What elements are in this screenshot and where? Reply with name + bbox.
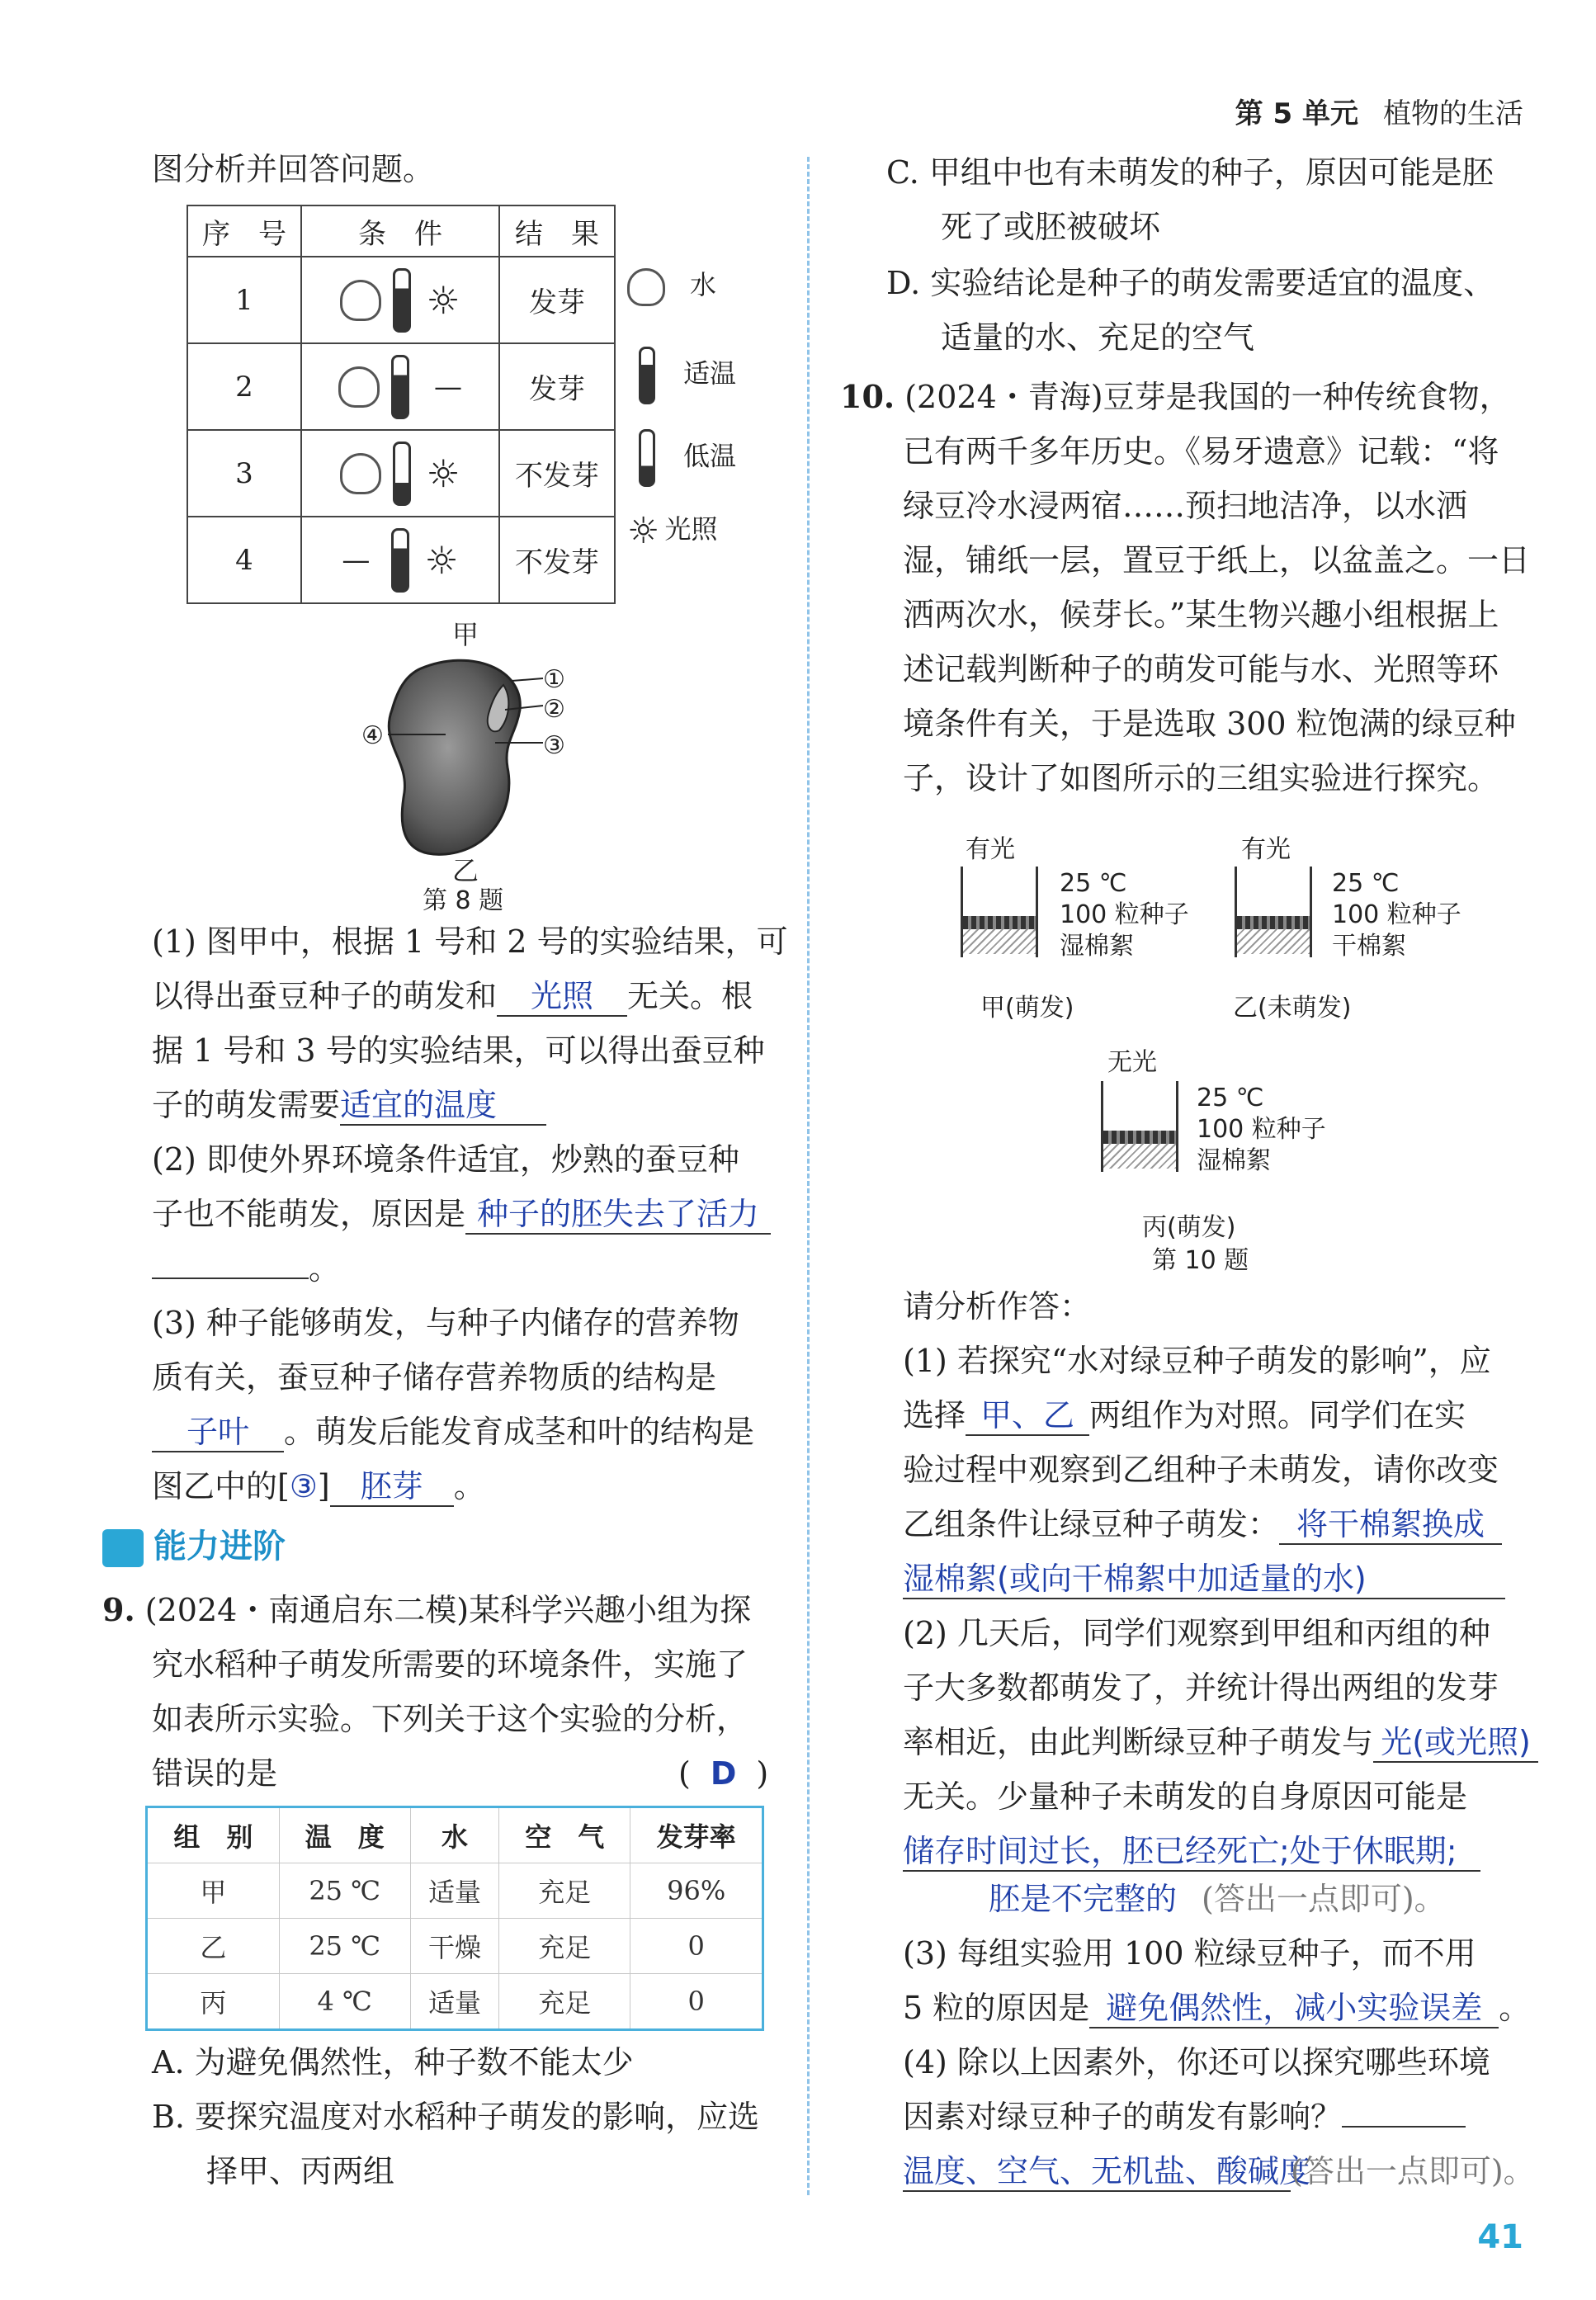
q10-line4: 洒两次水，候芽长。”某生物兴趣小组根据上 <box>903 597 1499 633</box>
q8-table <box>187 205 616 604</box>
q8-p2-c <box>152 1249 340 1287</box>
no-water-dash: — <box>342 543 371 577</box>
seeds-label: 100 粒种子 <box>1060 900 1189 929</box>
q10-p3-b <box>903 1989 1530 2028</box>
q10-p3-a: (3) 每组实验用 100 粒绿豆种子，而不用 <box>903 1935 1476 1972</box>
cell: 4 ℃ <box>279 1974 410 2030</box>
caption-yi: 乙 <box>452 855 479 886</box>
text: 选择 <box>903 1397 966 1433</box>
cotton-layer <box>1237 929 1310 954</box>
text: ( <box>678 1755 691 1792</box>
q10-p2-e <box>903 1832 1480 1872</box>
q9-option-c2: 死了或胚被破坏 <box>941 209 1161 245</box>
cell: 0 <box>630 1919 763 1974</box>
cotton-layer <box>1103 1144 1176 1169</box>
text: 5 粒的原因是 <box>903 1990 1090 2026</box>
blank-continuation <box>152 1278 309 1279</box>
text: 子的萌发需要 <box>152 1087 341 1123</box>
caption-jia: 甲 <box>452 619 479 650</box>
row-result: 不发芽 <box>499 517 615 603</box>
q10-p2-c <box>903 1723 1538 1763</box>
q8-p1-d <box>152 1086 546 1126</box>
setup-yi-labels <box>1332 868 1461 962</box>
text: 乙组条件让绿豆种子萌发： <box>903 1506 1280 1542</box>
column-divider <box>807 157 810 2195</box>
cell: 干燥 <box>410 1919 499 1974</box>
pencil-icon <box>102 1529 144 1567</box>
q9-line1 <box>102 1591 751 1629</box>
legend-label: 低温 <box>683 440 737 472</box>
cell: 充足 <box>499 1974 630 2030</box>
q10-ask: 请分析作答： <box>903 1288 1092 1325</box>
row-conditions <box>301 343 499 430</box>
q9-option-a: A. 为避免偶然性，种子数不能太少 <box>152 2044 634 2080</box>
setup-yi-beaker <box>1235 867 1312 957</box>
cell: 25 ℃ <box>279 1863 410 1919</box>
seed-label-4: ④ <box>361 721 384 750</box>
row-conditions <box>301 257 499 343</box>
q8-p2-b <box>152 1195 771 1235</box>
q9-th: 水 <box>410 1807 499 1863</box>
q10-answer-2b: 湿棉絮(或向干棉絮中加适量的水) <box>903 1560 1505 1599</box>
q10-line7: 子，设计了如图所示的三组实验进行探究。 <box>903 760 1499 796</box>
q10-line2: 绿豆冷水浸两宿……预扫地洁净，以水洒 <box>903 488 1468 524</box>
q8-answer-1: 光照 <box>497 977 627 1017</box>
seed-layer <box>1103 1131 1176 1144</box>
thermometer-cold-icon <box>639 429 655 487</box>
setup-jia-caption: 甲(萌发) <box>980 994 1074 1022</box>
q8-p1-c: 据 1 号和 3 号的实验结果，可以得出蚕豆种 <box>152 1032 765 1069</box>
q9-answer: D <box>710 1755 737 1792</box>
text: ] <box>317 1468 330 1504</box>
q9-line4: 错误的是 <box>152 1755 278 1792</box>
setup-bing-light: 无光 <box>1107 1048 1157 1077</box>
q9-th: 发芽率 <box>630 1807 763 1863</box>
seeds-label: 100 粒种子 <box>1332 900 1461 929</box>
setup-bing-labels <box>1197 1083 1326 1177</box>
page-number: 41 <box>1477 2218 1523 2256</box>
text: 。萌发后能发育成茎和叶的结构是 <box>284 1414 755 1450</box>
cell: 25 ℃ <box>279 1919 410 1974</box>
text: 因素对绿豆种子的萌发有影响？ <box>903 2099 1343 2135</box>
q10-p4-c <box>903 2152 1535 2192</box>
text: 率相近，由此判断绿豆种子萌发与 <box>903 1724 1374 1760</box>
q9-number: 9. <box>102 1591 135 1628</box>
q10-answer-6: 温度、空气、无机盐、酸碱度 <box>903 2152 1291 2192</box>
q10-p2-b: 子大多数都萌发了，并统计得出两组的发芽 <box>903 1670 1499 1706</box>
legend-cold <box>627 429 736 508</box>
temp-label: 25 ℃ <box>1197 1084 1264 1112</box>
q10-answer-4b: 胚是不完整的 <box>989 1881 1178 1917</box>
q9-option-c1: C. 甲组中也有未萌发的种子，原因可能是胚 <box>886 154 1494 191</box>
temp-label: 25 ℃ <box>1060 869 1127 898</box>
q10-figure-caption: 第 10 题 <box>1152 1246 1249 1275</box>
q8-p1-a: (1) 图甲中，根据 1 号和 2 号的实验结果，可 <box>152 923 788 960</box>
q10-hint-1: (答出一点即可)。 <box>1202 1881 1446 1917</box>
legend-label: 适温 <box>683 357 737 390</box>
cotton-layer <box>963 929 1036 954</box>
text: 。 <box>1499 1990 1531 2026</box>
seed-layer <box>963 916 1036 929</box>
q9-answer-bracket <box>678 1755 768 1792</box>
q10-p1-c: 验过程中观察到乙组种子未萌发，请你改变 <box>903 1452 1499 1488</box>
q10-number: 10. <box>840 378 895 415</box>
table-row <box>187 430 615 517</box>
thermometer-cold-icon <box>393 442 411 506</box>
legend-warm <box>627 347 736 429</box>
thermometer-warm-icon <box>639 347 655 404</box>
q10-answer-5: 避免偶然性，减小实验误差 <box>1089 1989 1499 2028</box>
bed-label: 干棉絮 <box>1332 932 1406 961</box>
q10-line1: 已有两千多年历史。《易牙遗意》记载：“将 <box>903 433 1499 470</box>
q9-line2: 究水稻种子萌发所需要的环境条件，实施了 <box>152 1646 748 1683</box>
text: 。 <box>453 1468 485 1504</box>
q8-answer-2: 适宜的温度 <box>340 1086 546 1126</box>
q10-p1-a: (1) 若探究“水对绿豆种子萌发的影响”，应 <box>903 1343 1491 1379</box>
q8-p3-c <box>152 1413 754 1452</box>
sun-icon: ☼ <box>426 451 460 496</box>
seeds-label: 100 粒种子 <box>1197 1115 1326 1144</box>
text: 以得出蚕豆种子的萌发和 <box>152 978 498 1014</box>
cell: 甲 <box>147 1863 280 1919</box>
thermometer-warm-icon <box>393 268 411 333</box>
q10-line3: 湿，铺纸一层，置豆于纸上，以盆盖之。一日 <box>903 542 1531 579</box>
q10-line0 <box>840 378 1511 416</box>
bed-label: 湿棉絮 <box>1197 1146 1271 1175</box>
row-result: 发芽 <box>499 343 615 430</box>
seed-layer <box>1237 916 1310 929</box>
text: 无关。根 <box>627 978 753 1014</box>
row-no: 1 <box>187 257 301 343</box>
q9-option-d1: D. 实验结论是种子的萌发需要适宜的温度、 <box>886 265 1495 301</box>
table-row <box>187 343 615 430</box>
q8-answer-4: 子叶 <box>152 1413 284 1452</box>
q8-legend <box>627 264 736 552</box>
section-title: 能力进阶 <box>153 1528 286 1566</box>
setup-jia-beaker <box>961 867 1038 957</box>
q8-answer-5: 胚芽 <box>330 1467 454 1507</box>
legend-light <box>627 508 736 552</box>
table-row <box>147 1863 763 1919</box>
text: 。 <box>309 1250 341 1287</box>
q8-th-result: 结 果 <box>499 205 615 257</box>
q10-p2-d: 无关。少量种子未萌发的自身原因可能是 <box>903 1778 1468 1815</box>
seed-label-1: ① <box>543 665 565 694</box>
temp-label: 25 ℃ <box>1332 869 1400 898</box>
cell: 乙 <box>147 1919 280 1974</box>
water-icon <box>338 366 380 408</box>
q8-p3-a: (3) 种子能够萌发，与种子内储存的营养物 <box>152 1305 739 1341</box>
row-no: 2 <box>187 343 301 430</box>
q10-p4-b <box>903 2098 1466 2136</box>
q10-p2-a: (2) 几天后，同学们观察到甲组和丙组的种 <box>903 1615 1490 1651</box>
q10-line5: 述记载判断种子的萌发可能与水、光照等环 <box>903 651 1499 687</box>
q9-line3: 如表所示实验。下列关于这个实验的分析， <box>152 1701 748 1737</box>
legend-label: 水 <box>690 269 717 300</box>
seed-labels-right <box>543 665 565 761</box>
q10-answer-1: 甲、乙 <box>966 1396 1089 1436</box>
q8-answer-3: 种子的胚失去了活力 <box>465 1195 771 1235</box>
water-icon <box>340 453 381 494</box>
q9-table <box>145 1806 764 2031</box>
blank-line <box>1342 2126 1466 2128</box>
sun-icon: ☼ <box>426 277 460 323</box>
q8-answer-5-num: ③ <box>289 1468 318 1504</box>
text: 图乙中的[ <box>152 1468 290 1504</box>
legend-label: 光照 <box>664 513 718 545</box>
q10-p1-e <box>903 1560 1505 1599</box>
text: 子也不能萌发，原因是 <box>152 1196 466 1232</box>
setup-yi-caption: 乙(未萌发) <box>1233 994 1352 1022</box>
setup-yi-light: 有光 <box>1241 835 1291 864</box>
thermometer-warm-icon <box>391 355 409 419</box>
text: 两组作为对照。同学们在实 <box>1089 1397 1466 1433</box>
q8-p2-a: (2) 即使外界环境条件适宜，炒熟的蚕豆种 <box>152 1141 739 1178</box>
q9-option-b2: 择甲、丙两组 <box>206 2153 395 2189</box>
q9-option-d2: 适量的水、充足的空气 <box>941 319 1255 356</box>
q10-answer-2a: 将干棉絮换成 <box>1279 1505 1502 1545</box>
text: ) <box>756 1755 769 1792</box>
table-row <box>147 1974 763 2030</box>
legend-water <box>627 264 736 347</box>
table-row <box>147 1919 763 1974</box>
cell: 充足 <box>499 1919 630 1974</box>
water-icon <box>340 280 381 321</box>
q9-th: 温 度 <box>279 1807 410 1863</box>
unit-title: 植物的生活 <box>1383 97 1523 130</box>
water-icon <box>627 268 665 306</box>
q10-p2-f <box>903 1880 1446 1918</box>
setup-bing-caption: 丙(萌发) <box>1142 1213 1236 1242</box>
cell: 充足 <box>499 1863 630 1919</box>
q8-intro: 图分析并回答问题。 <box>152 151 435 187</box>
q9-option-b1: B. 要探究温度对水稻种子萌发的影响，应选 <box>152 2099 760 2135</box>
cell: 适量 <box>410 1974 499 2030</box>
cell: 丙 <box>147 1974 280 2030</box>
q10-answer-4a: 储存时间过长，胚已经死亡;处于休眠期; <box>903 1832 1480 1872</box>
q8-th-cond: 条 件 <box>301 205 499 257</box>
q8-p1-b <box>152 977 753 1017</box>
table-row <box>187 517 615 603</box>
q9-th: 空 气 <box>499 1807 630 1863</box>
q9-th: 组 别 <box>147 1807 280 1863</box>
q8-figure-caption: 第 8 题 <box>423 886 504 915</box>
q10-answer-3: 光(或光照) <box>1373 1723 1538 1763</box>
sun-icon: ☼ <box>627 510 660 552</box>
section-heading <box>102 1520 286 1567</box>
q10-p1-b <box>903 1396 1466 1436</box>
setup-bing-beaker <box>1101 1081 1178 1172</box>
q8-th-no: 序 号 <box>187 205 301 257</box>
cell: 96% <box>630 1863 763 1919</box>
cell: 0 <box>630 1974 763 2030</box>
row-conditions <box>301 430 499 517</box>
q10-p1-d <box>903 1505 1502 1545</box>
q8-p3-d <box>152 1467 485 1507</box>
text: (2024・青海)豆芽是我国的一种传统食物， <box>904 379 1511 415</box>
row-no: 3 <box>187 430 301 517</box>
row-result: 发芽 <box>499 257 615 343</box>
q8-p3-b: 质有关，蚕豆种子储存营养物质的结构是 <box>152 1359 717 1396</box>
row-conditions <box>301 517 499 603</box>
seed-label-2: ② <box>543 695 565 724</box>
q10-line6: 境条件有关，于是选取 300 粒饱满的绿豆种 <box>903 706 1516 742</box>
text: (2024・南通启东二模)某科学兴趣小组为探 <box>144 1592 752 1628</box>
q10-p4-a: (4) 除以上因素外，你还可以探究哪些环境 <box>903 2044 1490 2080</box>
page-header <box>1235 91 1523 131</box>
bed-label: 湿棉絮 <box>1060 932 1134 961</box>
sun-icon: ☼ <box>424 537 459 583</box>
thermometer-warm-icon <box>391 528 409 593</box>
row-result: 不发芽 <box>499 430 615 517</box>
unit-label: 第 5 单元 <box>1235 97 1358 130</box>
seed-label-3: ③ <box>543 731 565 760</box>
row-no: 4 <box>187 517 301 603</box>
setup-jia-light: 有光 <box>966 835 1015 864</box>
q10-hint-2: (答出一点即可)。 <box>1291 2153 1535 2189</box>
cell: 适量 <box>410 1863 499 1919</box>
table-row <box>187 257 615 343</box>
no-light-dash: — <box>434 370 462 404</box>
setup-jia-labels <box>1060 868 1189 962</box>
